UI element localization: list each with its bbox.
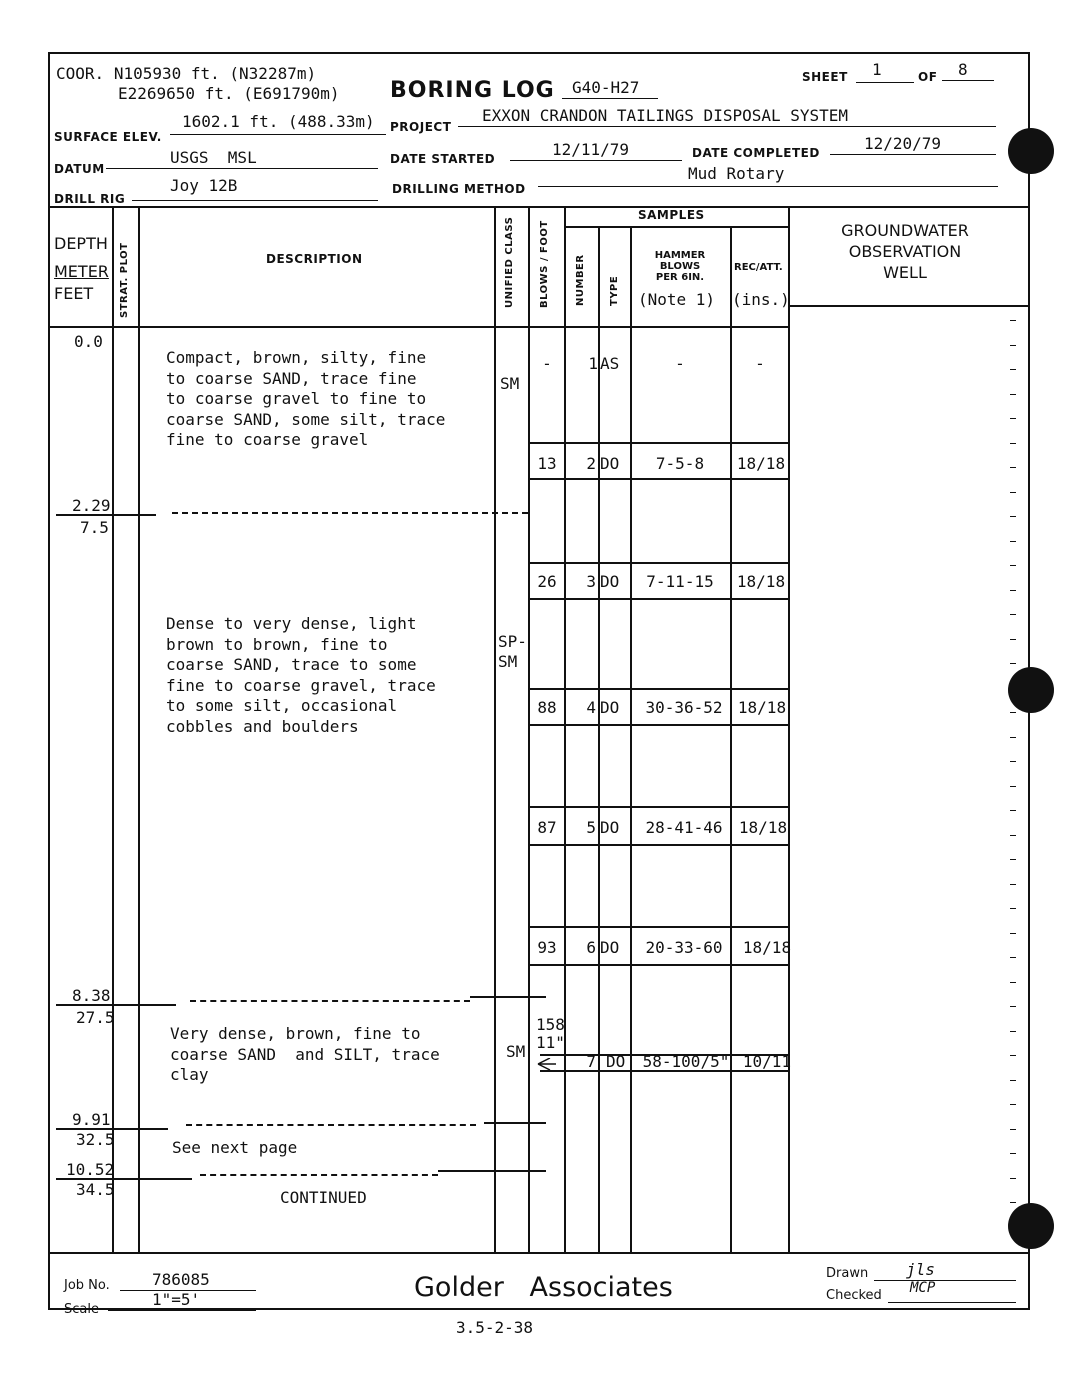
- sample-blows: 93: [537, 938, 557, 957]
- layer-class: SP- SM: [498, 632, 527, 671]
- drill-rig-label: DRILL RIG: [54, 192, 126, 206]
- feet-header: FEET: [54, 284, 94, 303]
- sample-hammer: 20-33-60: [645, 938, 723, 957]
- scale-tick: [1010, 688, 1016, 689]
- scale-tick: [1010, 541, 1016, 542]
- drill-rig: Joy 12B: [170, 176, 238, 195]
- checked-label: Checked: [826, 1288, 882, 1303]
- blows-foot-header: BLOWS / FOOT: [539, 220, 550, 308]
- sample-blows: 26: [537, 572, 557, 591]
- hammer-header: [632, 250, 728, 283]
- sample-hammer: 30-36-52: [645, 698, 723, 717]
- date-started-label: DATE STARTED: [390, 152, 496, 166]
- company-name: Golder Associates: [414, 1272, 673, 1303]
- scale-tick: [1010, 467, 1016, 468]
- sample-hammer: 7-11-15: [646, 572, 714, 591]
- depth-meter: 9.91: [72, 1110, 111, 1129]
- scale-tick: [1010, 1227, 1016, 1228]
- sheet-label: SHEET: [802, 70, 848, 84]
- datum-label: DATUM: [54, 162, 105, 176]
- scale-tick: [1010, 908, 1016, 909]
- datum: USGS MSL: [170, 148, 257, 167]
- depth-feet: 7.5: [80, 518, 109, 537]
- sample-number: 4: [586, 698, 596, 717]
- strat-plot-header: STRAT. PLOT: [119, 242, 130, 318]
- scale-value: 1"=5': [152, 1290, 201, 1309]
- sheet-total: 8: [958, 60, 968, 79]
- date-completed-label: DATE COMPLETED: [692, 146, 820, 160]
- rec-ins-header: (ins.): [732, 290, 790, 309]
- checked-by: MCP: [910, 1280, 936, 1296]
- depth-header: DEPTH: [54, 234, 108, 253]
- layer-class: SM: [500, 374, 520, 393]
- groundwater-header: [820, 220, 990, 283]
- scale-tick: [1010, 394, 1016, 395]
- document-title: BORING LOG: [390, 78, 555, 103]
- sample-hammer: 58-100/5": [642, 1052, 730, 1071]
- depth-meter: 8.38: [72, 986, 111, 1005]
- depth-feet: 34.5: [76, 1180, 115, 1199]
- type-header: TYPE: [609, 275, 620, 306]
- scale-tick: [1010, 933, 1016, 934]
- sample-blows: 87: [537, 818, 557, 837]
- hammer-note: (Note 1): [638, 290, 716, 309]
- sample-hammer: -: [675, 354, 685, 373]
- sample-number: 2: [586, 454, 596, 473]
- job-no-label: Job No.: [64, 1278, 110, 1293]
- hammer-header-line1: HAMMER: [654, 250, 706, 261]
- scale-tick: [1010, 369, 1016, 370]
- groundwater-header-line3: WELL: [883, 263, 927, 282]
- scale-tick: [1010, 418, 1016, 419]
- scale-tick: [1010, 835, 1016, 836]
- sample-rec: 18/18: [738, 818, 788, 837]
- scale-tick: [1010, 590, 1016, 591]
- scale-tick: [1010, 1153, 1016, 1154]
- samples-header: SAMPLES: [638, 208, 705, 222]
- of-label: OF: [918, 70, 938, 84]
- sample-rec: 10/11: [742, 1052, 792, 1071]
- sample-rec: -: [755, 354, 765, 373]
- layer-description: Dense to very dense, light brown to brown, fine to coarse SAND, trace to some fine to coarse gravel, trace to some silt, occasional cobbles and boulders: [166, 614, 436, 736]
- sample-type: DO: [606, 1052, 626, 1071]
- project-name: EXXON CRANDON TAILINGS DISPOSAL SYSTEM: [482, 106, 849, 125]
- layer-description: Very dense, brown, fine to coarse SAND and SILT, trace clay: [170, 1024, 440, 1084]
- rec-att-header: REC/ATT.: [734, 262, 783, 273]
- depth-feet: 32.5: [76, 1130, 115, 1149]
- groundwater-header-line2: OBSERVATION: [848, 242, 962, 261]
- scale-tick: [1010, 639, 1016, 640]
- scale-tick: [1010, 516, 1016, 517]
- sample-type: AS: [600, 354, 620, 373]
- sample-type: DO: [600, 698, 620, 717]
- drilling-method: Mud Rotary: [688, 164, 785, 183]
- layer-description: Compact, brown, silty, fine to coarse SAND, trace fine to coarse gravel to fine to coarse SAND, some silt, trace fine to coarse gravel: [166, 348, 446, 449]
- see-next-page: See next page: [172, 1138, 298, 1157]
- coord-label: COOR.: [56, 64, 105, 83]
- scale-tick: [1010, 957, 1016, 958]
- sample-rec: 18/18: [742, 938, 792, 957]
- depth-meter: 2.29: [72, 496, 111, 515]
- scale-tick: [1010, 786, 1016, 787]
- scale-tick: [1010, 1031, 1016, 1032]
- groundwater-header-line1: GROUNDWATER: [841, 221, 969, 240]
- sample-rec: 18/18: [736, 572, 786, 591]
- scale-tick: [1010, 1055, 1016, 1056]
- sample-type: DO: [600, 818, 620, 837]
- scale-tick: [1010, 884, 1016, 885]
- sample-blows: 88: [537, 698, 557, 717]
- scale-tick: [1010, 1080, 1016, 1081]
- scale-tick: [1010, 663, 1016, 664]
- number-header: NUMBER: [575, 254, 586, 306]
- depth-meter: 10.52: [66, 1160, 115, 1179]
- scale-tick: [1010, 712, 1016, 713]
- continued-label: CONTINUED: [280, 1188, 367, 1207]
- sample-type: DO: [600, 572, 620, 591]
- meter-header: METER: [54, 262, 109, 281]
- boring-id: G40-H27: [572, 78, 640, 97]
- layer-class: SM: [506, 1042, 526, 1061]
- sample-hammer: 28-41-46: [645, 818, 723, 837]
- date-started: 12/11/79: [552, 140, 630, 159]
- drawn-label: Drawn: [826, 1266, 869, 1281]
- sample-type: DO: [600, 454, 620, 473]
- depth-feet: 0.0: [74, 332, 103, 351]
- scale-tick: [1010, 859, 1016, 860]
- surface-elev-label: SURFACE ELEV.: [54, 130, 162, 144]
- project-label: PROJECT: [390, 120, 452, 134]
- coord-east: E2269650 ft. (E691790m): [118, 84, 340, 103]
- scale-tick: [1010, 492, 1016, 493]
- sample-number: 6: [586, 938, 596, 957]
- scale-tick: [1010, 345, 1016, 346]
- arrow-icon: [536, 1058, 558, 1074]
- scale-tick: [1010, 737, 1016, 738]
- sample-number: 3: [586, 572, 596, 591]
- sample-blows: 13: [537, 454, 557, 473]
- coord-north: N105930 ft. (N32287m): [113, 64, 317, 83]
- sample-number: 5: [586, 818, 596, 837]
- hammer-header-line2: BLOWS: [659, 261, 701, 272]
- scale-tick: [1010, 761, 1016, 762]
- surface-elev: 1602.1 ft. (488.33m): [182, 112, 375, 131]
- scale-tick: [1010, 614, 1016, 615]
- sheet-number: 1: [872, 60, 882, 79]
- scale-tick: [1010, 443, 1016, 444]
- scale-tick: [1010, 565, 1016, 566]
- sample-hammer: 7-5-8: [655, 454, 705, 473]
- coord-line-north: [56, 64, 316, 83]
- drawn-by: jls: [906, 1260, 935, 1279]
- description-header: DESCRIPTION: [266, 252, 363, 266]
- unified-class-header: UNIFIED CLASS: [504, 216, 515, 308]
- job-no: 786085: [152, 1270, 210, 1289]
- scale-label: Scale: [64, 1302, 99, 1317]
- sample-type: DO: [600, 938, 620, 957]
- sample-number: 1: [588, 354, 598, 373]
- depth-feet: 27.5: [76, 1008, 115, 1027]
- drilling-method-label: DRILLING METHOD: [392, 182, 526, 196]
- scale-tick: [1010, 1104, 1016, 1105]
- scale-tick: [1010, 1202, 1016, 1203]
- scale-tick: [1010, 1178, 1016, 1179]
- page-reference: 3.5-2-38: [456, 1318, 534, 1337]
- sample-rec: 18/18: [737, 698, 787, 717]
- scale-tick: [1010, 810, 1016, 811]
- scale-tick: [1010, 1006, 1016, 1007]
- scale-tick: [1010, 320, 1016, 321]
- scale-tick: [1010, 1129, 1016, 1130]
- sample-blows: 158 11": [536, 1015, 565, 1052]
- hammer-header-line3: PER 6IN.: [655, 272, 705, 283]
- sample-blows: -: [542, 354, 552, 373]
- sample-number: 7: [586, 1052, 596, 1071]
- scale-tick: [1010, 982, 1016, 983]
- date-completed: 12/20/79: [864, 134, 942, 153]
- sample-rec: 18/18: [736, 454, 786, 473]
